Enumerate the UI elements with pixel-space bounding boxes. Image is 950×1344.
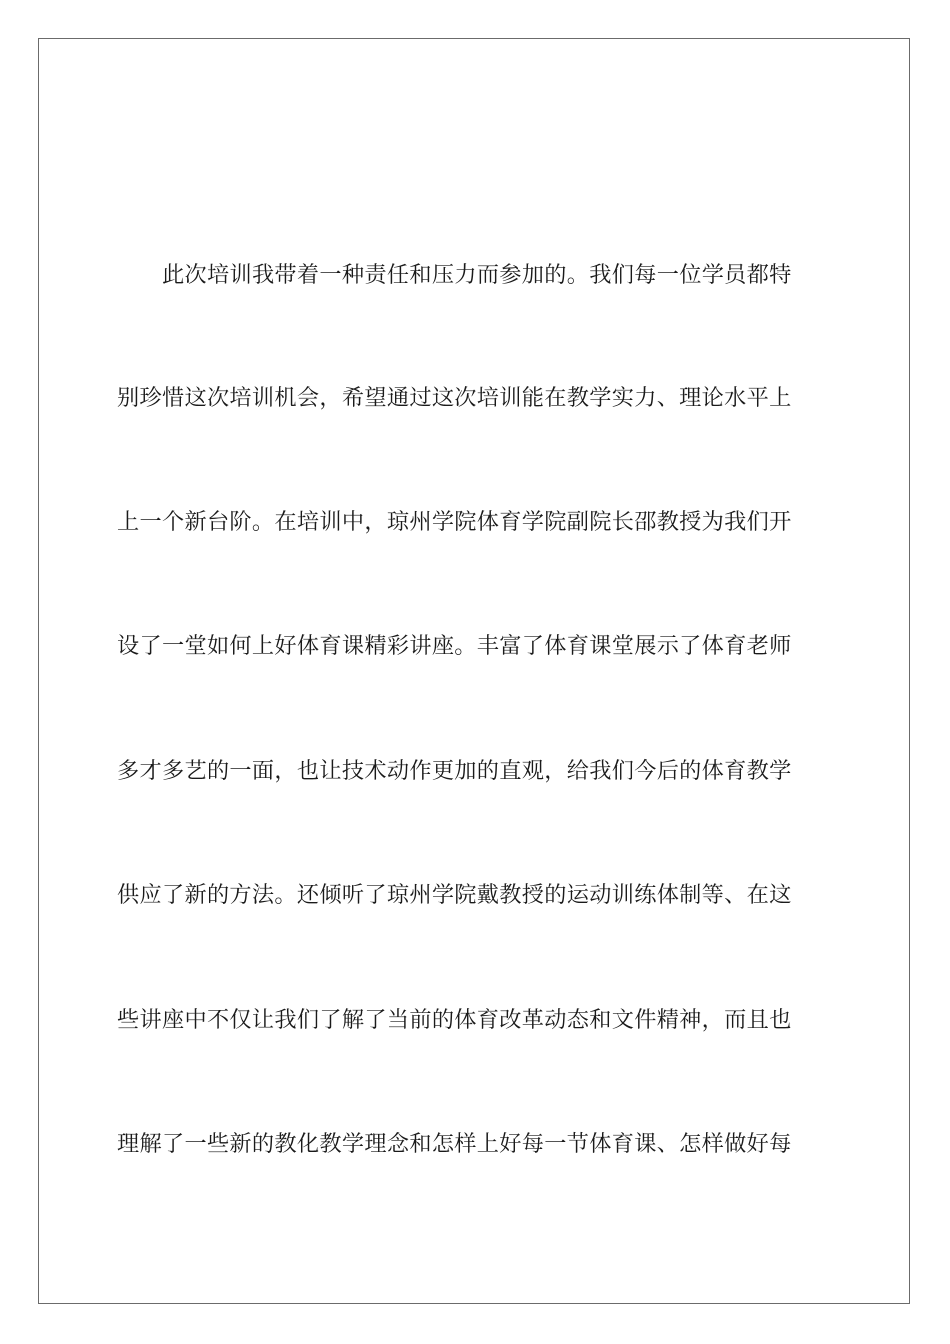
paragraph-line-4: 设了一堂如何上好体育课精彩讲座。丰富了体育课堂展示了体育老师 [117,633,792,659]
paragraph-line-5: 多才多艺的一面，也让技术动作更加的直观，给我们今后的体育教学 [117,758,792,784]
page-border [38,38,910,1304]
paragraph-line-3: 上一个新台阶。在培训中，琼州学院体育学院副院长邵教授为我们开 [117,509,792,535]
paragraph-line-7: 些讲座中不仅让我们了解了当前的体育改革动态和文件精神，而且也 [117,1007,792,1033]
paragraph-line-8: 理解了一些新的教化教学理念和怎样上好每一节体育课、怎样做好每 [117,1131,792,1157]
paragraph-line-6: 供应了新的方法。还倾听了琼州学院戴教授的运动训练体制等、在这 [117,882,792,908]
paragraph-line-2: 别珍惜这次培训机会，希望通过这次培训能在教学实力、理论水平上 [117,385,792,411]
paragraph-line-1: 此次培训我带着一种责任和压力而参加的。我们每一位学员都特 [162,262,792,288]
